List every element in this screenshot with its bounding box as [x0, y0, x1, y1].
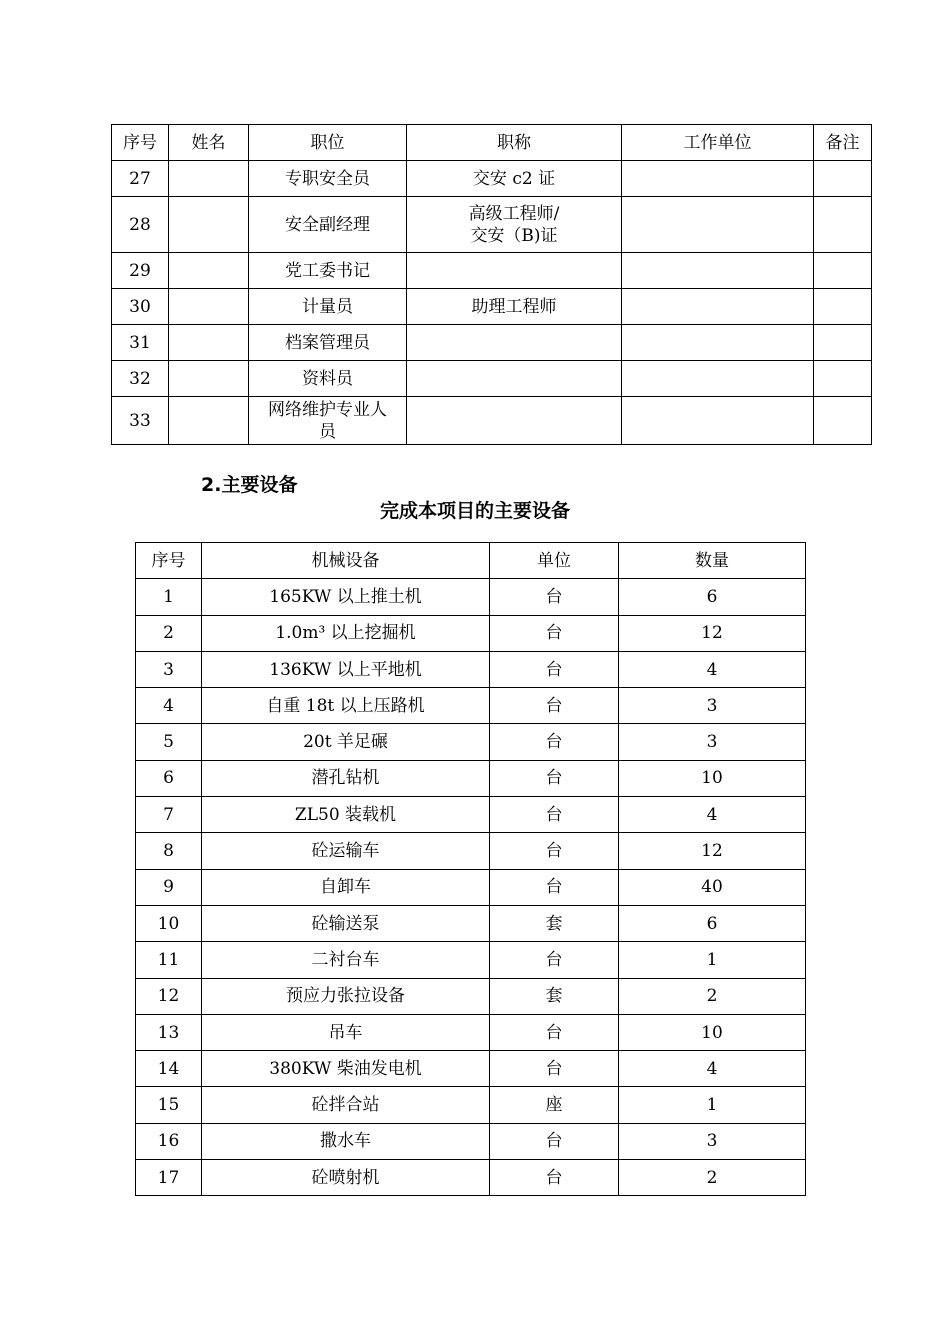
table-row	[136, 1087, 806, 1123]
cell-equipment: 380KW 柴油发电机	[202, 1051, 490, 1087]
cell-title: 助理工程师	[407, 289, 622, 325]
cell-quantity: 10	[619, 1014, 806, 1050]
cell-unit: 套	[490, 978, 619, 1014]
cell-equipment: 砼喷射机	[202, 1160, 490, 1196]
cell-unit: 台	[490, 1160, 619, 1196]
cell-quantity: 3	[619, 688, 806, 724]
cell-quantity: 3	[619, 1123, 806, 1159]
cell-equipment: 20t 羊足碾	[202, 724, 490, 760]
cell-name	[169, 361, 249, 397]
cell-quantity: 12	[619, 833, 806, 869]
cell-quantity: 3	[619, 724, 806, 760]
staff-header-row	[112, 125, 872, 161]
cell-no: 6	[136, 760, 202, 796]
table-row	[136, 1160, 806, 1196]
table-row	[112, 197, 872, 253]
table-caption: 完成本项目的主要设备	[379, 500, 570, 522]
cell-quantity: 4	[619, 797, 806, 833]
cell-unit: 台	[490, 1123, 619, 1159]
header-no: 序号	[112, 125, 169, 161]
cell-position: 档案管理员	[249, 325, 407, 361]
cell-quantity: 40	[619, 869, 806, 905]
cell-title	[407, 397, 622, 445]
cell-quantity: 1	[619, 942, 806, 978]
table-row	[112, 161, 872, 197]
cell-name	[169, 253, 249, 289]
cell-no: 16	[136, 1123, 202, 1159]
table-row	[112, 289, 872, 325]
cell-quantity: 6	[619, 579, 806, 615]
cell-no: 1	[136, 579, 202, 615]
cell-equipment: 潜孔钻机	[202, 760, 490, 796]
cell-equipment: 砼拌合站	[202, 1087, 490, 1123]
cell-quantity: 6	[619, 905, 806, 941]
cell-no: 13	[136, 1014, 202, 1050]
cell-equipment: 吊车	[202, 1014, 490, 1050]
cell-no: 11	[136, 942, 202, 978]
header-position: 职位	[249, 125, 407, 161]
cell-unit: 台	[490, 615, 619, 651]
cell-position: 党工委书记	[249, 253, 407, 289]
cell-note	[814, 253, 872, 289]
cell-no: 7	[136, 797, 202, 833]
cell-position: 安全副经理	[249, 197, 407, 253]
cell-unit: 台	[490, 942, 619, 978]
cell-title	[407, 361, 622, 397]
header-note: 备注	[814, 125, 872, 161]
header-unit: 单位	[490, 543, 619, 579]
cell-equipment: 165KW 以上推土机	[202, 579, 490, 615]
cell-unit	[622, 361, 814, 397]
cell-note	[814, 161, 872, 197]
cell-name	[169, 289, 249, 325]
cell-note	[814, 197, 872, 253]
table-row	[136, 905, 806, 941]
cell-no: 12	[136, 978, 202, 1014]
table-row	[136, 579, 806, 615]
cell-name	[169, 325, 249, 361]
cell-no: 28	[112, 197, 169, 253]
cell-no: 15	[136, 1087, 202, 1123]
equipment-table	[135, 542, 806, 1196]
table-row	[136, 1123, 806, 1159]
cell-equipment: 砼运输车	[202, 833, 490, 869]
cell-unit	[622, 289, 814, 325]
cell-no: 4	[136, 688, 202, 724]
cell-quantity: 1	[619, 1087, 806, 1123]
table-row	[136, 869, 806, 905]
table-row	[136, 760, 806, 796]
header-quantity: 数量	[619, 543, 806, 579]
table-row	[112, 397, 872, 445]
cell-no: 8	[136, 833, 202, 869]
cell-unit	[622, 253, 814, 289]
cell-unit: 台	[490, 797, 619, 833]
cell-title: 高级工程师/ 交安（B)证	[407, 197, 622, 253]
cell-name	[169, 197, 249, 253]
cell-name	[169, 397, 249, 445]
table-row	[136, 1051, 806, 1087]
header-no: 序号	[136, 543, 202, 579]
cell-no: 33	[112, 397, 169, 445]
cell-unit: 座	[490, 1087, 619, 1123]
cell-quantity: 2	[619, 1160, 806, 1196]
staff-table	[111, 124, 872, 445]
table-row	[136, 1014, 806, 1050]
cell-equipment: 二衬台车	[202, 942, 490, 978]
cell-quantity: 2	[619, 978, 806, 1014]
cell-unit	[622, 161, 814, 197]
cell-no: 14	[136, 1051, 202, 1087]
cell-no: 27	[112, 161, 169, 197]
cell-note	[814, 289, 872, 325]
cell-position: 网络维护专业人 员	[249, 397, 407, 445]
table-row	[136, 688, 806, 724]
cell-note	[814, 325, 872, 361]
cell-unit: 台	[490, 869, 619, 905]
cell-position: 资料员	[249, 361, 407, 397]
header-title: 职称	[407, 125, 622, 161]
table-row	[112, 361, 872, 397]
cell-no: 5	[136, 724, 202, 760]
cell-unit: 台	[490, 688, 619, 724]
table-row	[136, 942, 806, 978]
cell-quantity: 10	[619, 760, 806, 796]
cell-note	[814, 397, 872, 445]
table-row	[136, 651, 806, 687]
cell-unit: 台	[490, 724, 619, 760]
cell-no: 30	[112, 289, 169, 325]
cell-no: 9	[136, 869, 202, 905]
cell-quantity: 4	[619, 1051, 806, 1087]
table-row	[112, 253, 872, 289]
table-row	[136, 978, 806, 1014]
table-row	[136, 615, 806, 651]
table-row	[136, 797, 806, 833]
table-row	[112, 325, 872, 361]
header-unit: 工作单位	[622, 125, 814, 161]
cell-equipment: 撒水车	[202, 1123, 490, 1159]
cell-unit: 台	[490, 1051, 619, 1087]
cell-no: 29	[112, 253, 169, 289]
cell-equipment: 1.0m³ 以上挖掘机	[202, 615, 490, 651]
cell-unit: 台	[490, 833, 619, 869]
cell-unit: 台	[490, 1014, 619, 1050]
cell-unit: 套	[490, 905, 619, 941]
cell-unit: 台	[490, 760, 619, 796]
cell-name	[169, 161, 249, 197]
table-row	[136, 724, 806, 760]
cell-equipment: 预应力张拉设备	[202, 978, 490, 1014]
cell-note	[814, 361, 872, 397]
equipment-header-row	[136, 543, 806, 579]
cell-no: 2	[136, 615, 202, 651]
cell-unit: 台	[490, 579, 619, 615]
cell-no: 3	[136, 651, 202, 687]
header-equipment: 机械设备	[202, 543, 490, 579]
cell-unit	[622, 197, 814, 253]
cell-unit	[622, 397, 814, 445]
table-row	[136, 833, 806, 869]
cell-equipment: 自卸车	[202, 869, 490, 905]
cell-unit: 台	[490, 651, 619, 687]
cell-equipment: 自重 18t 以上压路机	[202, 688, 490, 724]
cell-no: 10	[136, 905, 202, 941]
cell-no: 32	[112, 361, 169, 397]
cell-equipment: ZL50 装载机	[202, 797, 490, 833]
cell-title	[407, 253, 622, 289]
cell-equipment: 砼输送泵	[202, 905, 490, 941]
header-name: 姓名	[169, 125, 249, 161]
cell-unit	[622, 325, 814, 361]
cell-position: 计量员	[249, 289, 407, 325]
section-heading: 2.主要设备	[201, 474, 298, 496]
cell-quantity: 4	[619, 651, 806, 687]
cell-no: 31	[112, 325, 169, 361]
cell-title: 交安 c2 证	[407, 161, 622, 197]
cell-position: 专职安全员	[249, 161, 407, 197]
cell-title	[407, 325, 622, 361]
cell-quantity: 12	[619, 615, 806, 651]
cell-equipment: 136KW 以上平地机	[202, 651, 490, 687]
cell-no: 17	[136, 1160, 202, 1196]
